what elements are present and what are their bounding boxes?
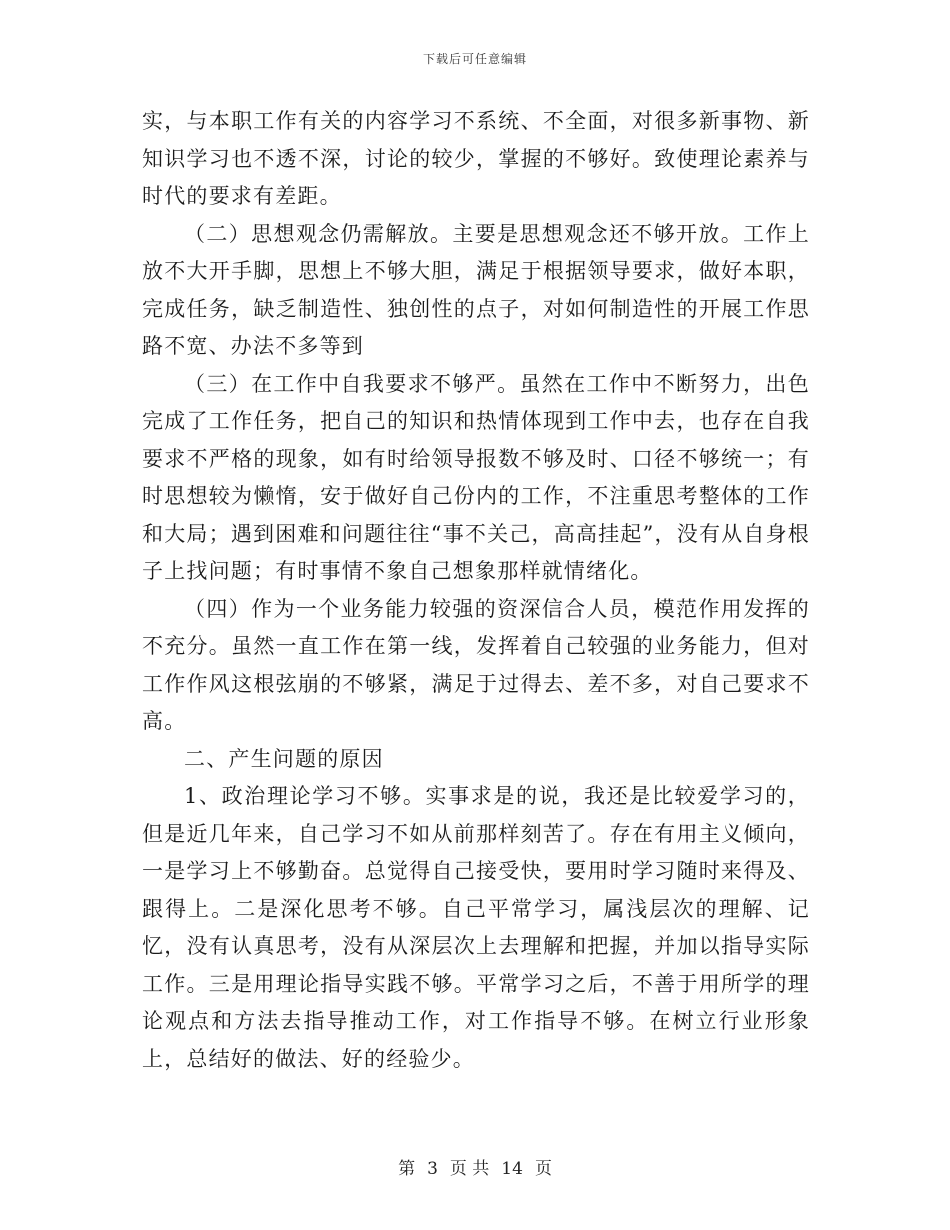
page-footer	[0, 1154, 950, 1179]
paragraph-4: （四）作为一个业务能力较强的资深信合人员，模范作用发挥的不充分。虽然一直工作在第一线，发挥着自己较强的业务能力，但对工作作风这根弦崩的不够紧，满足于过得去、差不多，对自己要求不高。	[142, 596, 810, 733]
paragraph-3: （三）在工作中自我要求不够严。虽然在工作中不断努力，出色完成了工作任务，把自己的知识和热情体现到工作中去，也存在自我要求不严格的现象，如有时给领导报数不够及时、口径不够统一；有时思想较为懒惰，安于做好自己份内的工作，不注重思考整体的工作和大局；遇到困难和问题往往“事不关己，高高挂起”，没有从自身根子上找问题；有时事情不象自己想象那样就情绪化。	[142, 371, 810, 583]
footer-current-page: 3	[427, 1159, 438, 1179]
paragraph-1: 实，与本职工作有关的内容学习不系统、不全面，对很多新事物、新知识学习也不透不深，讨论的较少，掌握的不够好。致使理论素养与时代的要求有差距。	[142, 109, 810, 208]
footer-total-pages: 14	[501, 1159, 523, 1179]
section-heading: 二、产生问题的原因	[184, 746, 384, 771]
paragraph-2: （二）思想观念仍需解放。主要是思想观念还不够开放。工作上放不大开手脚，思想上不够大胆，满足于根据领导要求，做好本职，完成任务，缺乏制造性、独创性的点子，对如何制造性的开展工作思路不宽、办法不多等到	[142, 221, 810, 358]
footer-suffix: 页	[534, 1159, 552, 1179]
document-body	[142, 103, 810, 1078]
footer-middle: 页 共	[449, 1159, 490, 1179]
page-header-note: 下载后可任意编辑	[422, 52, 527, 66]
paragraph-5: 1、政治理论学习不够。实事求是的说，我还是比较爱学习的，但是近几年来，自己学习不如从前那样刻苦了。存在有用主义倾向，一是学习上不够勤奋。总觉得自己接受快，要用时学习随时来得及、跟得上。二是深化思考不够。自己平常学习，属浅层次的理解、记忆，没有认真思考，没有从深层次上去理解和把握，并加以指导实际工作。三是用理论指导实践不够。平常学习之后，不善于用所学的理论观点和方法去指导推动工作，对工作指导不够。在树立行业形象上，总结好的做法、好的经验少。	[142, 784, 810, 1071]
footer-prefix: 第	[398, 1159, 416, 1179]
